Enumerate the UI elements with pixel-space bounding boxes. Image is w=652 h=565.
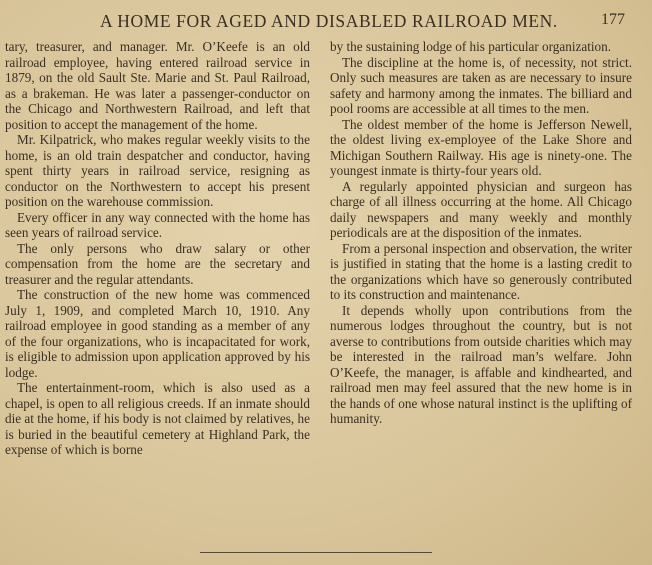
paragraph: tary, treasurer, and manager. Mr. O’Keefe is an old railroad employee, having entered railroad service in 1879, on the old Sault Ste. Marie and St. Paul Railroad, as a brakeman. He was later a passenger-conductor on the Chicago and Northwestern Railroad, and left that position to accept the management of the home. (5, 39, 310, 132)
paragraph: by the sustaining lodge of his particular organization. (330, 39, 612, 54)
running-title: A HOME FOR AGED AND DISABLED RAILROAD MEN. (100, 11, 558, 31)
paragraph: The entertainment-room, which is also used as a chapel, is open to all religious creeds. If an inmate should die at the home, if his body is not claimed by relatives, he is buried in the beautiful cemetery at Highland Park, the expense of which is borne (5, 380, 310, 457)
paragraph: The discipline at the home is, of necessity, not strict. Only such measures are taken as are necessary to insure safety and harmony among the inmates. The billiard and pool rooms are accessible at all times to the men. (330, 54, 632, 116)
paragraph: Mr. Kilpatrick, who makes regular weekly visits to the home, is an old train despatcher and conductor, having spent thirty years in railroad service, resigning as conductor on the Northwestern to accept his present position on the warehouse commission. (5, 132, 310, 209)
paragraph: The only persons who draw salary or other compensation from the home are the secretary and treasurer and the regular attendants. (5, 240, 310, 287)
page-number: 177 (601, 11, 625, 28)
paragraph: From a personal inspection and observation, the writer is justified in stating that the home is a lasting credit to the organizations which have so generously contributed to its construction and maintenance. (330, 240, 632, 302)
right-column (330, 39, 632, 427)
running-header (0, 11, 652, 35)
paragraph: The construction of the new home was commenced July 1, 1909, and completed March 10, 1910. Any railroad employee in good standing as a member of any of the four organizations, who is incapacitated for work, is eligible to admission upon application approved by his lodge. (5, 287, 310, 380)
left-column (5, 39, 310, 458)
paragraph: It depends wholly upon contributions from the numerous lodges throughout the country, but is not averse to contributions from outside charities which may be interested in the railroad man’s welfare. John O’Keefe, the manager, is affable and kindhearted, and railroad men may feel assured that the new home is in the hands of one whose natural instinct is the uplifting of humanity. (330, 302, 632, 426)
paragraph: The oldest member of the home is Jefferson Newell, the oldest living ex-employee of the Lake Shore and Michigan Southern Railway. His age is ninety-one. The youngest inmate is thirty-four years old. (330, 116, 632, 178)
footer-rule (200, 552, 432, 553)
paragraph: A regularly appointed physician and surgeon has charge of all illness occurring at the home. All Chicago daily newspapers and many weekly and monthly periodicals are at the disposition of the inmates. (330, 178, 632, 240)
paragraph: Every officer in any way connected with the home has seen years of railroad service. (5, 209, 310, 240)
